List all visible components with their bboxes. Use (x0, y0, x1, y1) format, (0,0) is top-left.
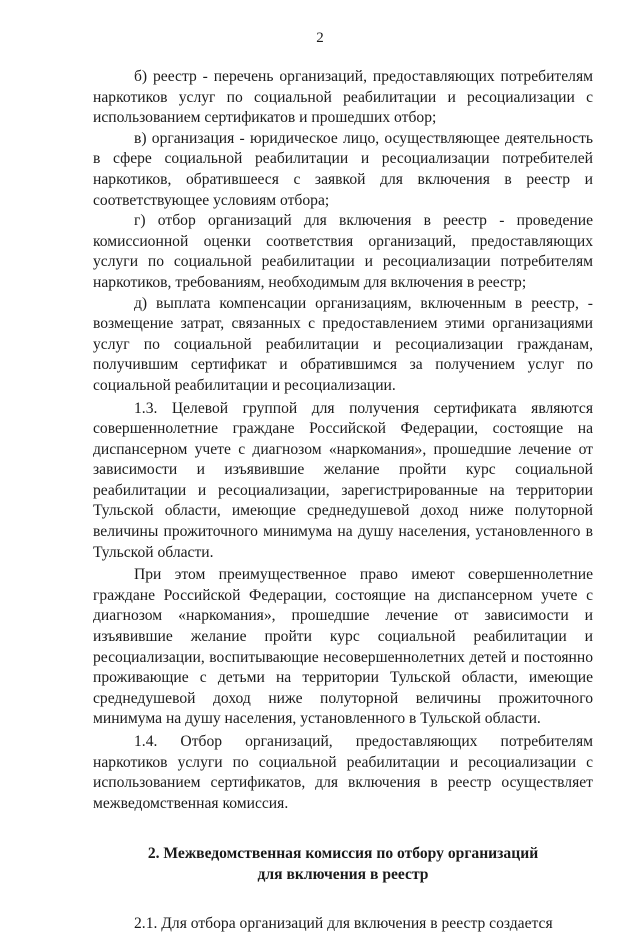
paragraph-v-organization: в) организация - юридическое лицо, осуществляющее деятельность в сфере социальной реабилитации и ресоциализации потребителей наркотиков, обратившееся с заявкой для включения в реестр и соответствующее условиям отбора; (93, 129, 593, 209)
paragraph-2-1: 2.1. Для отбора организаций для включения в реестр создается (134, 914, 553, 932)
paragraph-b-registry: б) реестр - перечень организаций, предоставляющих потребителям наркотиков услуг по социальной реабилитации и ресоциализации с использованием сертификатов и прошедших отбор; (93, 68, 593, 127)
paragraph-1-3-target-group: 1.3. Целевой группой для получения сертификата являются совершеннолетние граждане Российской Федерации, состоящие на диспансерном учете с диагнозом «наркомания», прошедшие лечение от зависимости и изъявившие желание пройти курс социальной реабилитации и ресоциализации, зарегистрированные на территории Тульской области, имеющие среднедушевой доход ниже полуторной величины прожиточного минимума на душу населения, установленного в Тульской области. (93, 399, 593, 561)
paragraph-d-compensation: д) выплата компенсации организациям, включенным в реестр, - возмещение затрат, связанных с предоставлением этими организациями услуг по социальной реабилитации и ресоциализации гражданам, получившим сертификат и обратившимся за получением услуг по социальной реабилитации и ресоциализации. (93, 294, 593, 394)
document-body (93, 67, 593, 934)
section-heading (93, 844, 593, 885)
paragraph-g-selection: г) отбор организаций для включения в реестр - проведение комиссионной оценки соответствия организаций, предоставляющих услуги по социальной реабилитации и ресоциализации потребителям наркотиков, требованиям, необходимым для включения в реестр; (93, 212, 593, 291)
section-heading-line-2: для включения в реестр (257, 865, 429, 883)
paragraph-1-4-selection: 1.4. Отбор организаций, предоставляющих потребителям наркотиков услуги по социальной реабилитации и ресоциализации с использованием сертификатов, для включения в реестр осуществляет межведомственная комиссия. (93, 733, 593, 812)
page-number: 2 (316, 30, 324, 46)
section-heading-line-1: 2. Межведомственная комиссия по отбору организаций (147, 845, 539, 863)
paragraph-priority-right: При этом преимущественное право имеют совершеннолетние граждане Российской Федерации, состоящие на диспансерном учете с диагнозом «наркомания», прошедшие лечение от зависимости и изъявившие желание пройти курс социальной реабилитации и ресоциализации, воспитывающие несовершеннолетних детей и постоянно проживающие с детьми на территории Тульской области, имеющие среднедушевой доход ниже полуторной величины прожиточного минимума на душу населения, установленного в Тульской области. (93, 566, 593, 728)
